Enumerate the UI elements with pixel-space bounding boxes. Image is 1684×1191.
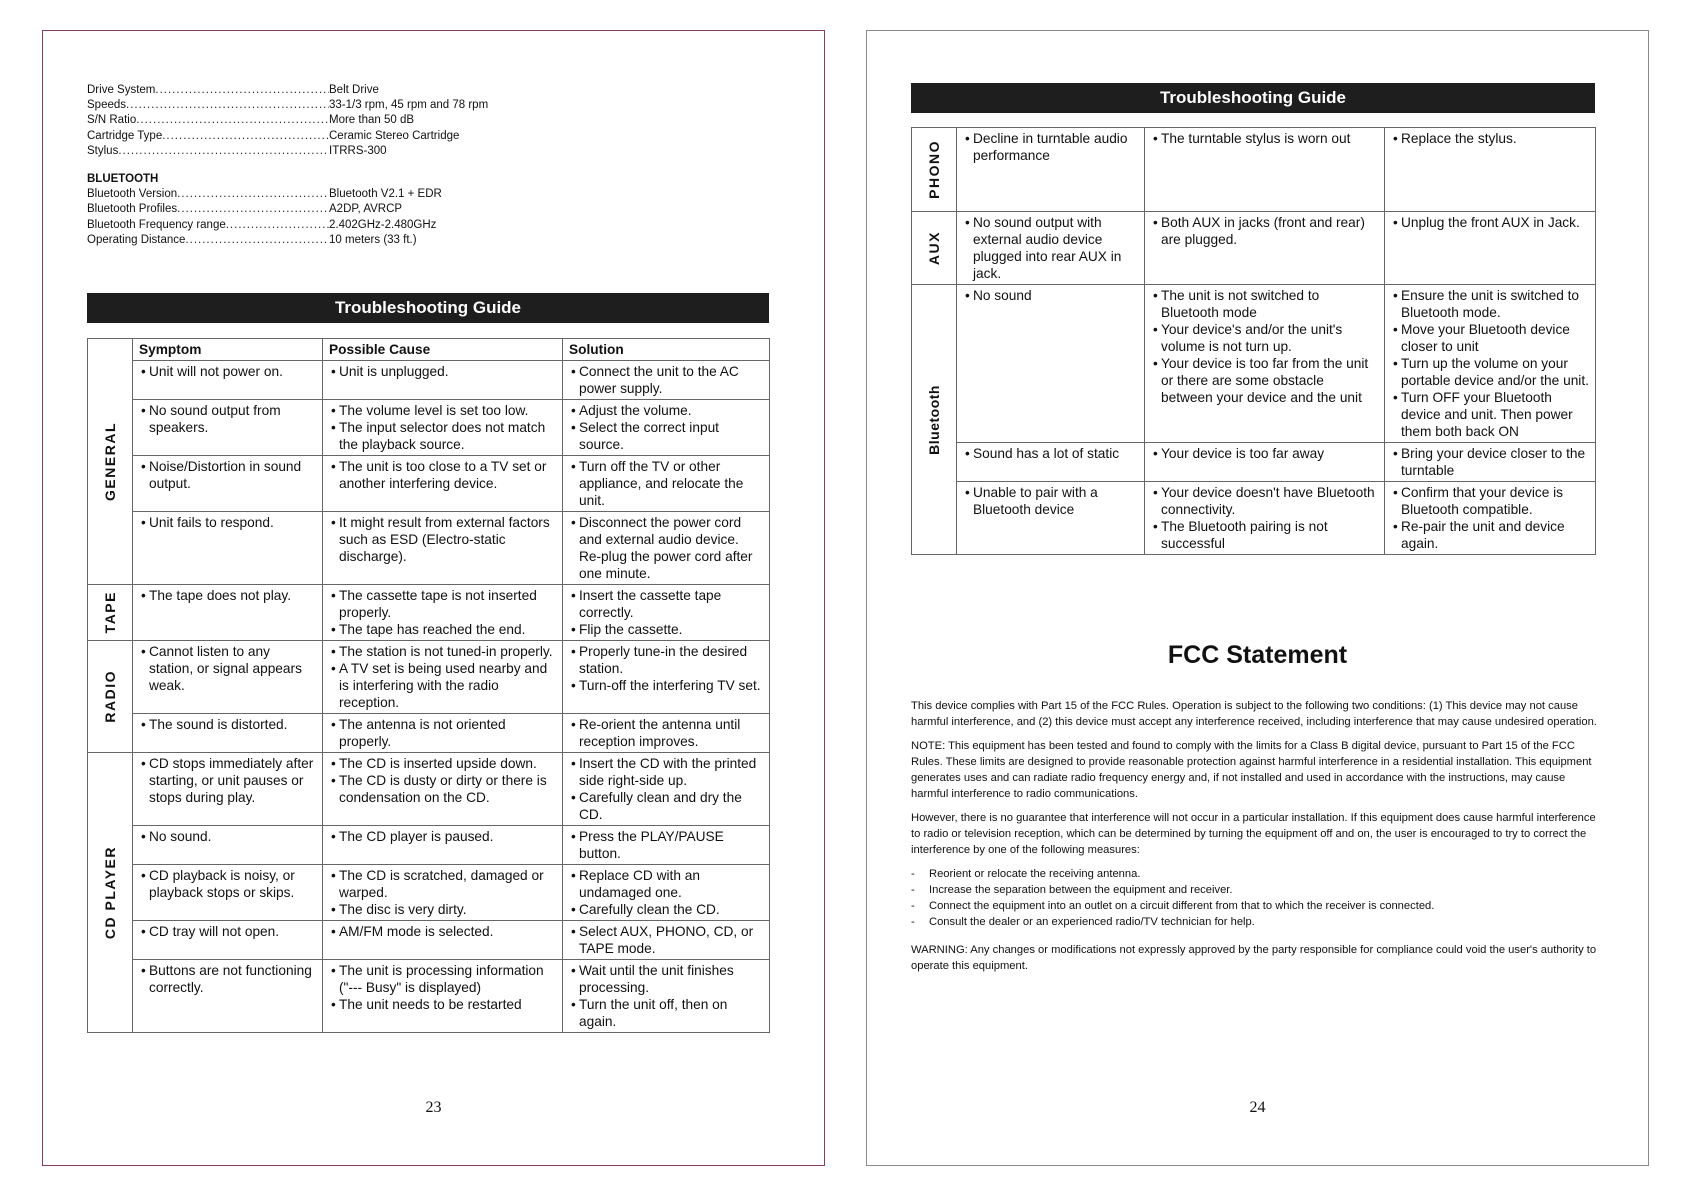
cause-text: • The CD is inserted upside down. (329, 755, 556, 772)
cause-text: • The tape has reached the end. (329, 621, 556, 638)
cause-text: • It might result from external factors such as ESD (Electro-static discharge). (329, 514, 556, 565)
solution-text: • Re-orient the antenna until reception improves. (569, 716, 763, 750)
category-phono: PHONO (912, 128, 957, 212)
cause-text: • Your device is too far away (1151, 445, 1378, 462)
symptom-text: • CD tray will not open. (139, 923, 316, 940)
table-row (88, 585, 770, 641)
solution-text: • Press the PLAY/PAUSE button. (569, 828, 763, 862)
solution-text: • Insert the CD with the printed side right-side up. (569, 755, 763, 789)
cause-text: • AM/FM mode is selected. (329, 923, 556, 940)
cause-text: • The disc is very dirty. (329, 901, 556, 918)
table-row (88, 865, 770, 921)
page-number: 23 (425, 1099, 442, 1116)
solution-text: • Carefully clean the CD. (569, 901, 763, 918)
table-header-row (88, 339, 770, 361)
spec-row: S/N Ratio ..... More than 50 dB (87, 113, 567, 128)
symptom-text: • Noise/Distortion in sound output. (139, 458, 316, 492)
table-row (88, 921, 770, 960)
troubleshooting-table (87, 338, 770, 1033)
solution-text: • Connect the unit to the AC power supply. (569, 363, 763, 397)
symptom-text: • The sound is distorted. (139, 716, 316, 733)
symptom-text: • Unit fails to respond. (139, 514, 316, 531)
table-row (912, 443, 1596, 482)
solution-text: • Adjust the volume. (569, 402, 763, 419)
fcc-paragraph: NOTE: This equipment has been tested and found to comply with the limits for a Class B digital device, pursuant to Part 15 of the FCC Rules. These limits are designed to provide reasonable protection against harmful interference in a residential installation. This equipment generates uses and can radiate radio frequency energy and, if not installed and used in accordance with the instructions, may cause harmful interference to radio communications. (911, 740, 1592, 800)
solution-text: • Replace the stylus. (1391, 130, 1589, 147)
troubleshooting-banner: Troubleshooting Guide (911, 83, 1595, 113)
list-item: - Increase the separation between the equipment and receiver. (911, 882, 1601, 898)
list-item: - Reorient or relocate the receiving antenna. (911, 866, 1601, 882)
table-row (88, 826, 770, 865)
table-row (912, 212, 1596, 285)
cause-text: • The unit needs to be restarted (329, 996, 556, 1013)
cause-text: • Both AUX in jacks (front and rear) are plugged. (1151, 214, 1378, 248)
fcc-statement (911, 698, 1601, 982)
symptom-text: • Sound has a lot of static (963, 445, 1138, 462)
cause-text: • The antenna is not oriented properly. (329, 716, 556, 750)
symptom-text: • No sound (963, 287, 1138, 304)
solution-text: • Confirm that your device is Bluetooth compatible. (1391, 484, 1589, 518)
left-page (42, 30, 825, 1166)
symptom-text: • No sound. (139, 828, 316, 845)
symptom-text: • The tape does not play. (139, 587, 316, 604)
cause-text: • The CD is scratched, damaged or warped. (329, 867, 556, 901)
solution-text: • Insert the cassette tape correctly. (569, 587, 763, 621)
fcc-paragraph: However, there is no guarantee that interference will not occur in a particular installation. If this equipment does cause harmful interference to radio or television reception, which can be determined by turning the equipment off and on, the user is encouraged to try to correct the interference by one of the following measures: (911, 812, 1596, 856)
table-row (912, 482, 1596, 555)
specifications (87, 83, 567, 248)
solution-text: • Turn-off the interfering TV set. (569, 677, 763, 694)
solution-text: • Unplug the front AUX in Jack. (1391, 214, 1589, 231)
symptom-text: • No sound output with external audio device plugged into rear AUX in jack. (963, 214, 1138, 282)
solution-text: • Carefully clean and dry the CD. (569, 789, 763, 823)
header-cause: Possible Cause (323, 339, 563, 361)
cause-text: • The CD is dusty or dirty or there is condensation on the CD. (329, 772, 556, 806)
table-row (88, 456, 770, 512)
troubleshooting-table (911, 127, 1596, 555)
cause-text: • The unit is too close to a TV set or another interfering device. (329, 458, 556, 492)
fcc-measures-list (911, 866, 1601, 930)
solution-text: • Re-pair the unit and device again. (1391, 518, 1589, 552)
solution-text: • Turn up the volume on your portable device and/or the unit. (1391, 355, 1589, 389)
cause-text: • The Bluetooth pairing is not successful (1151, 518, 1378, 552)
cause-text: • The volume level is set too low. (329, 402, 556, 419)
table-row (88, 960, 770, 1033)
bluetooth-heading: BLUETOOTH (87, 173, 159, 186)
cause-text: • The cassette tape is not inserted properly. (329, 587, 556, 621)
cause-text: • Your device's and/or the unit's volume is not turn up. (1151, 321, 1378, 355)
table-row (88, 714, 770, 753)
spec-row: Stylus ..... ITRRS-300 (87, 144, 567, 159)
solution-text: • Replace CD with an undamaged one. (569, 867, 763, 901)
table-row (88, 361, 770, 400)
symptom-text: • CD stops immediately after starting, or unit pauses or stops during play. (139, 755, 316, 806)
spec-row: Speeds ..... 33-1/3 rpm, 45 rpm and 78 rpm (87, 98, 567, 113)
cause-text: • The input selector does not match the playback source. (329, 419, 556, 453)
header-solution: Solution (563, 339, 770, 361)
category-cd-player: CD PLAYER (88, 753, 133, 1033)
header-symptom: Symptom (133, 339, 323, 361)
table-row (912, 128, 1596, 212)
right-page (866, 30, 1649, 1166)
solution-text: • Turn OFF your Bluetooth device and unit. Then power them both back ON (1391, 389, 1589, 440)
category-bluetooth: Bluetooth (912, 285, 957, 555)
troubleshooting-banner: Troubleshooting Guide (87, 293, 769, 323)
list-item: - Consult the dealer or an experienced radio/TV technician for help. (911, 914, 1601, 930)
solution-text: • Ensure the unit is switched to Bluetooth mode. (1391, 287, 1589, 321)
symptom-text: • Decline in turntable audio performance (963, 130, 1138, 164)
spec-row: Cartridge Type ..... Ceramic Stereo Cartridge (87, 129, 567, 144)
solution-text: • Wait until the unit finishes processing. (569, 962, 763, 996)
cause-text: • The turntable stylus is worn out (1151, 130, 1378, 147)
solution-text: • Turn the unit off, then on again. (569, 996, 763, 1030)
symptom-text: • No sound output from speakers. (139, 402, 316, 436)
solution-text: • Bring your device closer to the turntable (1391, 445, 1589, 479)
category-aux: AUX (912, 212, 957, 285)
solution-text: • Disconnect the power cord and external audio device. Re-plug the power cord after one minute. (569, 514, 763, 582)
list-item: - Connect the equipment into an outlet on a circuit different from that to which the receiver is connected. (911, 898, 1601, 914)
table-row (88, 512, 770, 585)
table-row (912, 285, 1596, 443)
symptom-text: • CD playback is noisy, or playback stops or skips. (139, 867, 316, 901)
fcc-paragraph: This device complies with Part 15 of the FCC Rules. Operation is subject to the following two conditions: (1) This device may not cause harmful interference, and (2) this device must accept any interference received, including interference that may cause undesired operation. (911, 700, 1597, 728)
table-row (88, 400, 770, 456)
spec-row: Bluetooth Frequency range ..... 2.402GHz-2.480GHz (87, 218, 567, 233)
fcc-warning: WARNING: Any changes or modifications not expressly approved by the party responsible for compliance could void the user's authority to operate this equipment. (911, 944, 1597, 972)
category-tape: TAPE (88, 585, 133, 641)
cause-text: • The unit is not switched to Bluetooth mode (1151, 287, 1378, 321)
table-row (88, 753, 770, 826)
page-number: 24 (1249, 1099, 1266, 1116)
solution-text: • Move your Bluetooth device closer to unit (1391, 321, 1589, 355)
spec-row: Bluetooth Version ..... Bluetooth V2.1 + EDR (87, 187, 567, 202)
cause-text: • Your device doesn't have Bluetooth connectivity. (1151, 484, 1378, 518)
solution-text: • Flip the cassette. (569, 621, 763, 638)
cause-text: • Your device is too far from the unit or there are some obstacle between your device and the unit (1151, 355, 1378, 406)
cause-text: • Unit is unplugged. (329, 363, 556, 380)
spec-row: Bluetooth Profiles ..... A2DP, AVRCP (87, 202, 567, 217)
cause-text: • The CD player is paused. (329, 828, 556, 845)
spec-row: Drive System ..... Belt Drive (87, 83, 567, 98)
category-general: GENERAL (88, 339, 133, 585)
table-row (88, 641, 770, 714)
category-radio: RADIO (88, 641, 133, 753)
spec-row: Operating Distance ..... 10 meters (33 ft.) (87, 233, 567, 248)
fcc-title: FCC Statement (1167, 641, 1348, 669)
solution-text: • Turn off the TV or other appliance, and relocate the unit. (569, 458, 763, 509)
cause-text: • The unit is processing information ("--- Busy" is displayed) (329, 962, 556, 996)
solution-text: • Select the correct input source. (569, 419, 763, 453)
symptom-text: • Unable to pair with a Bluetooth device (963, 484, 1138, 518)
solution-text: • Select AUX, PHONO, CD, or TAPE mode. (569, 923, 763, 957)
symptom-text: • Cannot listen to any station, or signal appears weak. (139, 643, 316, 694)
cause-text: • A TV set is being used nearby and is interfering with the radio reception. (329, 660, 556, 711)
symptom-text: • Unit will not power on. (139, 363, 316, 380)
symptom-text: • Buttons are not functioning correctly. (139, 962, 316, 996)
cause-text: • The station is not tuned-in properly. (329, 643, 556, 660)
solution-text: • Properly tune-in the desired station. (569, 643, 763, 677)
